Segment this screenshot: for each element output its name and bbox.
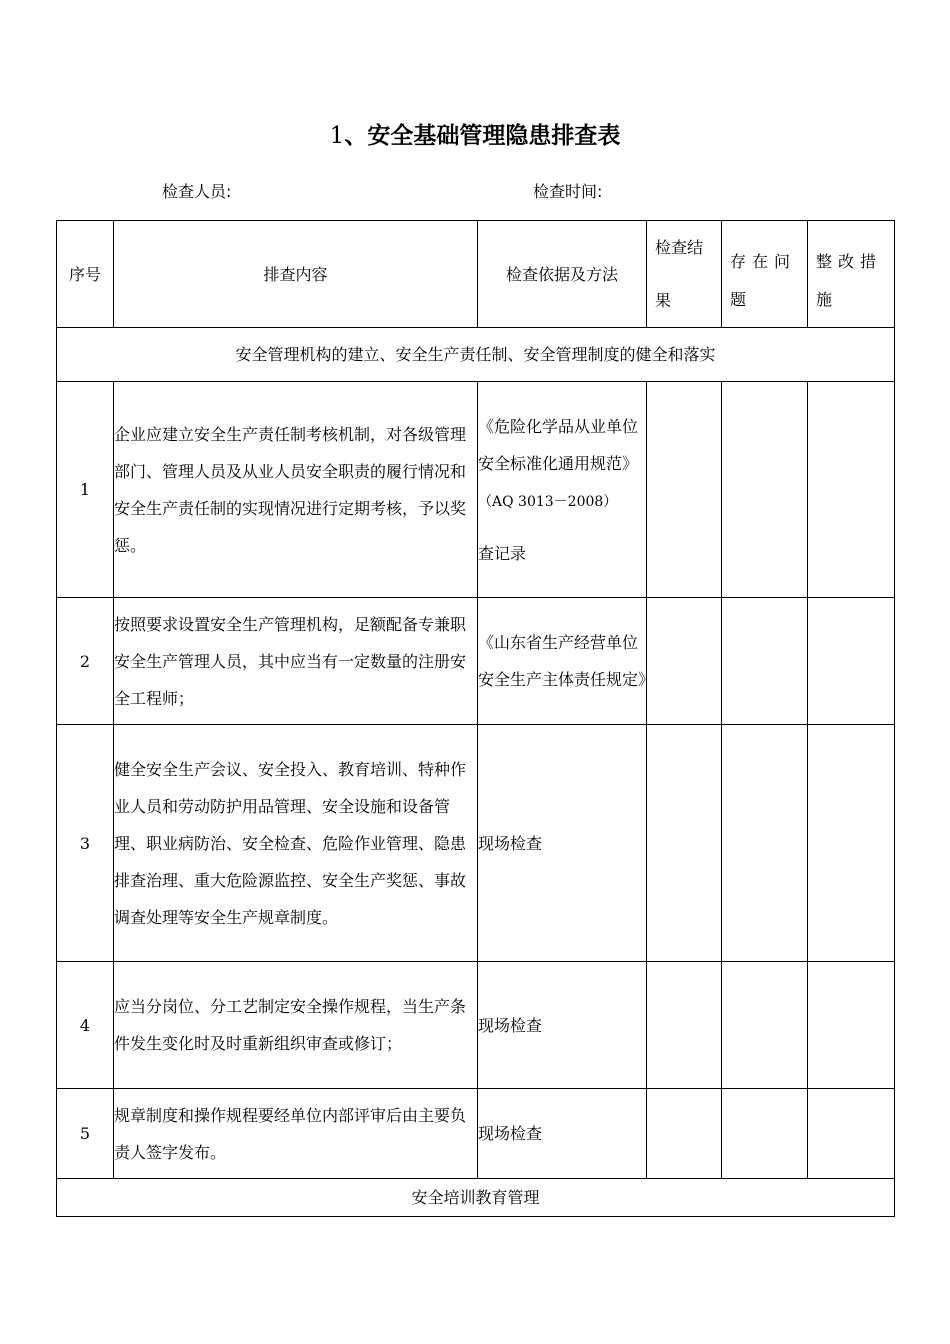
header-result: 检查结果 xyxy=(647,221,722,328)
row-seq: 2 xyxy=(57,598,114,725)
row-content: 按照要求设置安全生产管理机构，足额配备专兼职安全生产管理人员，其中应当有一定数量的注册安全工程师； xyxy=(114,598,478,725)
title-text: 、安全基础管理隐患排查表 xyxy=(344,123,621,149)
row-result-cell xyxy=(647,962,722,1089)
row-content: 规章制度和操作规程要经单位内部评审后由主要负责人签字发布。 xyxy=(114,1089,478,1179)
inspection-time-label: 检查时间: xyxy=(533,182,603,201)
row-issues-cell xyxy=(722,962,808,1089)
header-seq: 序号 xyxy=(57,221,114,328)
row-rectify-cell xyxy=(808,1089,895,1179)
page-title xyxy=(0,118,950,154)
row-seq: 4 xyxy=(57,962,114,1089)
header-content: 排查内容 xyxy=(114,221,478,328)
section-row xyxy=(57,1179,895,1217)
header-basis: 检查依据及方法 xyxy=(478,221,647,328)
row-result-cell xyxy=(647,382,722,598)
row-result-cell xyxy=(647,598,722,725)
table-row xyxy=(57,382,895,598)
title-number: 1 xyxy=(329,123,345,149)
row-rectify-cell xyxy=(808,725,895,962)
basis-method: 查记录 xyxy=(478,543,527,563)
row-seq: 3 xyxy=(57,725,114,962)
row-seq: 1 xyxy=(57,382,114,598)
table-header-row xyxy=(57,221,895,328)
basis-gap xyxy=(478,521,646,535)
row-content: 健全安全生产会议、安全投入、教育培训、特种作业人员和劳动防护用品管理、安全设施和设备管理、职业病防治、安全检查、危险作业管理、隐患排查治理、重大危险源监控、安全生产奖惩、事故调查处理等安全生产规章制度。 xyxy=(114,725,478,962)
row-rectify-cell xyxy=(808,962,895,1089)
row-issues-cell xyxy=(722,1089,808,1179)
row-basis: 现场检查 xyxy=(478,1089,647,1179)
inspector-label: 检查人员: xyxy=(162,182,232,201)
row-issues-cell xyxy=(722,725,808,962)
table-row xyxy=(57,1089,895,1179)
table-row xyxy=(57,725,895,962)
basis-document: 《危险化学品从业单位安全标准化通用规范》 xyxy=(478,416,639,473)
row-result-cell xyxy=(647,1089,722,1179)
table-row xyxy=(57,598,895,725)
section-title-training: 安全培训教育管理 xyxy=(57,1179,895,1217)
table-row xyxy=(57,962,895,1089)
row-issues-cell xyxy=(722,598,808,725)
row-basis: 现场检查 xyxy=(478,962,647,1089)
row-basis: 现场检查 xyxy=(478,725,647,962)
row-basis xyxy=(478,382,647,598)
section-title-org: 安全管理机构的建立、安全生产责任制、安全管理制度的健全和落实 xyxy=(57,328,895,382)
row-rectify-cell xyxy=(808,382,895,598)
row-content: 企业应建立安全生产责任制考核机制，对各级管理部门、管理人员及从业人员安全职责的履行情况和安全生产责任制的实现情况进行定期考核，予以奖惩。 xyxy=(114,382,478,598)
row-basis: 《山东省生产经营单位安全生产主体责任规定》 xyxy=(478,598,647,725)
header-issues: 存在问题 xyxy=(722,221,808,328)
basis-standard-code: （AQ 3013－2008） xyxy=(478,493,618,510)
row-issues-cell xyxy=(722,382,808,598)
header-rectify: 整改措施 xyxy=(808,221,895,328)
row-rectify-cell xyxy=(808,598,895,725)
section-row xyxy=(57,328,895,382)
row-result-cell xyxy=(647,725,722,962)
hazard-checklist-table xyxy=(56,220,895,1217)
row-seq: 5 xyxy=(57,1089,114,1179)
row-content: 应当分岗位、分工艺制定安全操作规程，当生产条件发生变化时及时重新组织审查或修订； xyxy=(114,962,478,1089)
